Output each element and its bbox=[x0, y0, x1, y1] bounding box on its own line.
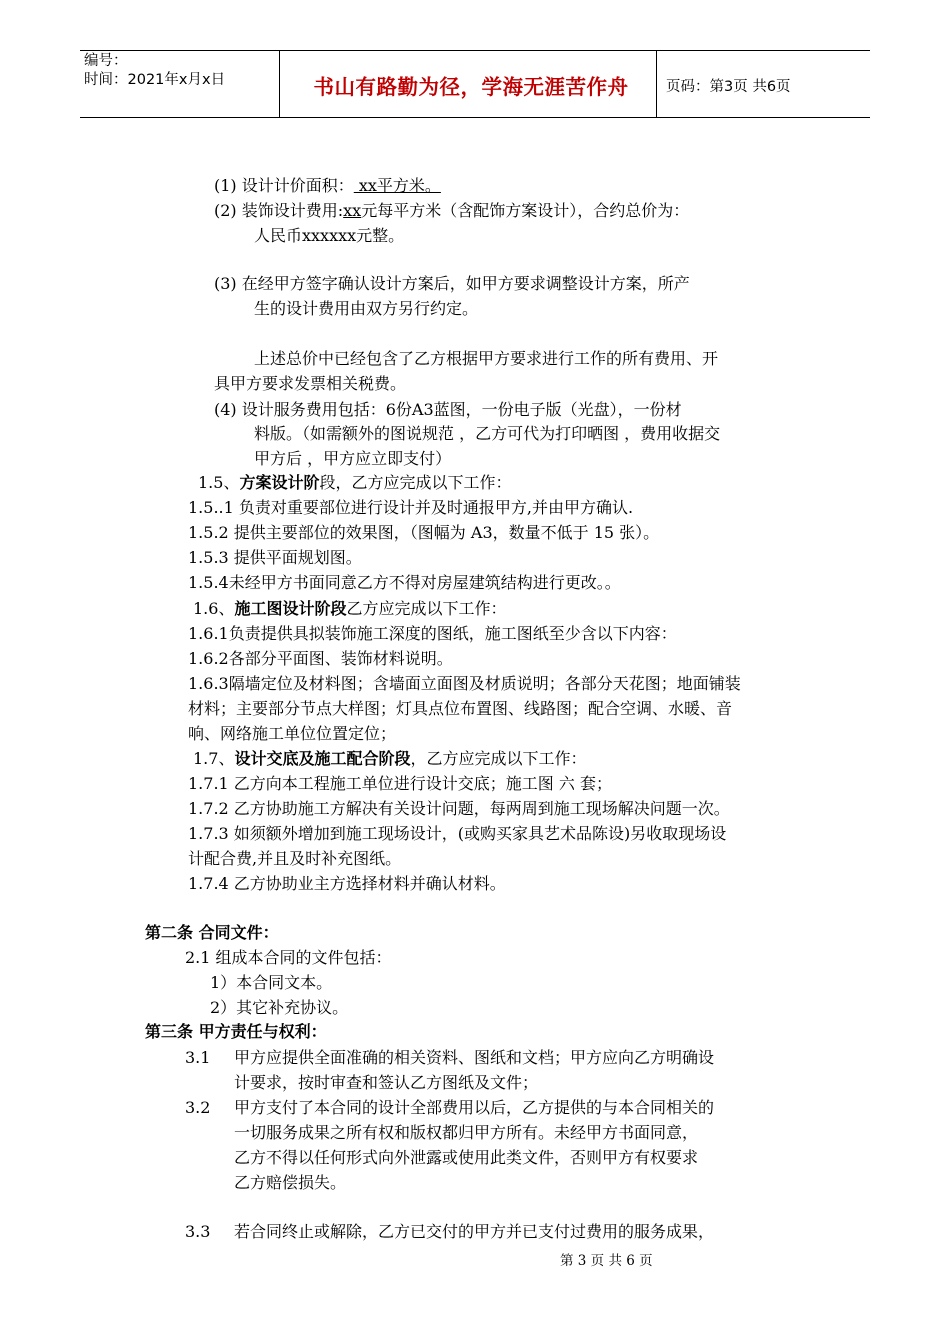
header-divider-left bbox=[279, 50, 280, 117]
clause-line: 甲方应提供全面准确的相关资料、图纸和文档；甲方应向乙方明确设 bbox=[234, 1048, 715, 1067]
list-item: 2）其它补充协议。 bbox=[210, 998, 349, 1017]
clause-line: 上述总价中已经包含了乙方根据甲方要求进行工作的所有费用、开 bbox=[254, 349, 719, 368]
section-heading: 1.6、施工图设计阶段乙方应完成以下工作： bbox=[193, 599, 507, 618]
clause-line: (4) 设计服务费用包括：6份A3蓝图，一份电子版（光盘），一份材 bbox=[214, 400, 682, 419]
clause-line: 1.7.3 如须额外增加到施工现场设计，(或购买家具艺术品陈设)另收取现场设 bbox=[188, 824, 727, 843]
clause-line: 计配合费,并且及时补充图纸。 bbox=[188, 849, 402, 868]
clause-line: 乙方赔偿损失。 bbox=[234, 1173, 347, 1192]
clause-line: 1.6.1负责提供具拟装饰施工深度的图纸，施工图纸至少含以下内容： bbox=[188, 624, 677, 643]
clause-line: 人民币xxxxxx元整。 bbox=[254, 226, 405, 245]
clause-line: 1.5.2 提供主要部位的效果图，（图幅为 A3，数量不低于 15 张）。 bbox=[188, 523, 660, 542]
clause-line: 1.7.2 乙方协助施工方解决有关设计问题，每两周到施工现场解决问题一次。 bbox=[188, 799, 730, 818]
clause-line: 甲方支付了本合同的设计全部费用以后，乙方提供的与本合同相关的 bbox=[234, 1098, 715, 1117]
document-date: 时间：2021年x月x日 bbox=[84, 72, 226, 88]
page-footer: 第 3 页 共 6 页 bbox=[560, 1253, 653, 1269]
header-divider-right bbox=[656, 50, 657, 117]
clause-line: 具甲方要求发票相关税费。 bbox=[214, 374, 407, 393]
clause-line: 若合同终止或解除，乙方已交付的甲方并已支付过费用的服务成果， bbox=[234, 1222, 715, 1241]
clause-line: 计要求，按时审查和签认乙方图纸及文件； bbox=[234, 1073, 539, 1092]
clause-line: 1.6.3隔墙定位及材料图；含墙面立面图及材质说明；各部分天花图；地面铺装 bbox=[188, 674, 741, 693]
clause-line: 2.1 组成本合同的文件包括： bbox=[185, 948, 392, 967]
article-heading: 第三条 甲方责任与权利： bbox=[145, 1022, 327, 1041]
header-top-rule bbox=[80, 50, 870, 51]
header-page-info: 页码：第3页 共6页 bbox=[666, 79, 791, 95]
clause-line: 1.5..1 负责对重要部位进行设计并及时通报甲方,并由甲方确认. bbox=[188, 498, 634, 517]
section-heading: 1.7、设计交底及施工配合阶段，乙方应完成以下工作： bbox=[193, 749, 587, 768]
article-heading: 第二条 合同文件： bbox=[145, 923, 279, 942]
document-number-label: 编号： bbox=[84, 53, 128, 69]
clause-line: 响、网络施工单位位置定位； bbox=[188, 724, 397, 743]
clause-number: 3.1 bbox=[185, 1048, 211, 1067]
header-meta bbox=[84, 52, 225, 90]
header-motto: 书山有路勤为径，学海无涯苦作舟 bbox=[313, 75, 629, 99]
clause-line: 1.7.1 乙方向本工程施工单位进行设计交底；施工图 六 套； bbox=[188, 774, 612, 793]
clause-line: 1.5.4未经甲方书面同意乙方不得对房屋建筑结构进行更改。。 bbox=[188, 573, 621, 592]
section-heading: 1.5、方案设计阶段，乙方应完成以下工作： bbox=[198, 473, 512, 492]
clause-line: (1) 设计计价面积： xx平方米。 bbox=[214, 176, 441, 195]
clause-line: 1.6.2各部分平面图、装饰材料说明。 bbox=[188, 649, 453, 668]
clause-number: 3.2 bbox=[185, 1098, 211, 1117]
clause-line: 1.7.4 乙方协助业主方选择材料并确认材料。 bbox=[188, 874, 506, 893]
clause-line: 生的设计费用由双方另行约定。 bbox=[254, 299, 479, 318]
clause-line: (2) 装饰设计费用:xx元每平方米（含配饰方案设计），合约总价为： bbox=[214, 201, 690, 220]
clause-number: 3.3 bbox=[185, 1222, 211, 1241]
clause-line: 1.5.3 提供平面规划图。 bbox=[188, 548, 362, 567]
clause-line: 料版。（如需额外的图说规范 ，乙方可代为打印晒图 ，费用收据交 bbox=[254, 424, 721, 443]
clause-line: (3) 在经甲方签字确认设计方案后，如甲方要求调整设计方案，所产 bbox=[214, 274, 690, 293]
clause-line: 一切服务成果之所有权和版权都归甲方所有。未经甲方书面同意， bbox=[234, 1123, 699, 1142]
clause-line: 乙方不得以任何形式向外泄露或使用此类文件，否则甲方有权要求 bbox=[234, 1148, 699, 1167]
clause-line: 甲方后 ，甲方应立即支付） bbox=[254, 449, 452, 468]
list-item: 1）本合同文本。 bbox=[210, 973, 333, 992]
clause-line: 材料；主要部分节点大样图；灯具点位布置图、线路图；配合空调、水暖、音 bbox=[188, 699, 733, 718]
header-bottom-rule bbox=[80, 117, 870, 118]
